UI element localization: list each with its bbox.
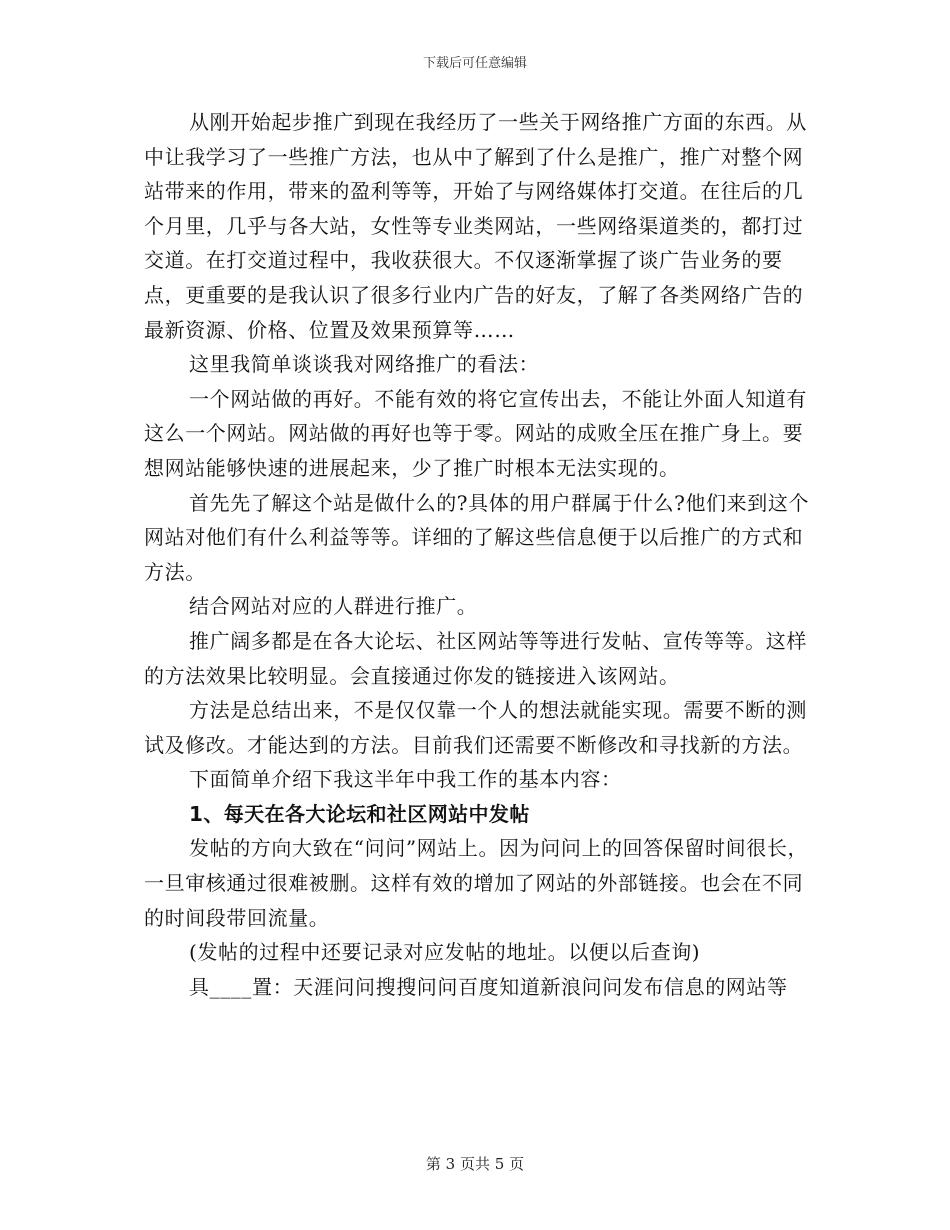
paragraph-wenwen-posting: 发帖的方向大致在“问问”网站上。因为问问上的回答保留时间很长，一旦审核通过很难被删。这样有效的增加了网站的外部链接。也会在不同的时间段带回流量。 bbox=[144, 836, 809, 930]
page-header-note: 下载后可任意编辑 bbox=[422, 56, 527, 71]
paragraph-view-intro: 这里我简单谈谈我对网络推广的看法： bbox=[189, 352, 540, 377]
section-heading-daily-posting: 1、每天在各大论坛和社区网站中发帖 bbox=[189, 801, 530, 826]
paragraph-site-list: 具____置：天涯问问搜搜问问百度知道新浪问问发布信息的网站等 bbox=[189, 974, 788, 999]
page-number: 第 3 页共 5 页 bbox=[425, 1155, 525, 1173]
paragraph-intro: 从刚开始起步推广到现在我经历了一些关于网络推广方面的东西。从中让我学习了一些推广方法，也从中了解到了什么是推广，推广对整个网站带来的作用，带来的盈利等等，开始了与网络媒体打交道。在往后的几个月里，几乎与各大站，女性等专业类网站，一些网络渠道类的，都打过交道。在打交道过程中，我收获很大。不仅逐渐掌握了谈广告业务的要点，更重要的是我认识了很多行业内广告的好友，了解了各类网络广告的最新资源、价格、位置及效果预算等…… bbox=[144, 110, 807, 342]
paragraph-target-audience: 结合网站对应的人群进行推广。 bbox=[189, 594, 478, 619]
document-body bbox=[144, 105, 819, 1004]
paragraph-website-promotion: 一个网站做的再好。不能有效的将它宣传出去，不能让外面人知道有这么一个网站。网站做的再好也等于零。网站的成败全压在推广身上。要想网站能够快速的进展起来，少了推广时根本无法实现的。 bbox=[144, 386, 807, 480]
paragraph-work-content-intro: 下面简单介绍下我这半年中我工作的基本内容： bbox=[189, 767, 622, 792]
paragraph-understand-site: 首先先了解这个站是做什么的?具体的用户群属于什么?他们来到这个网站对他们有什么利益等等。详细的了解这些信息便于以后推广的方式和方法。 bbox=[144, 490, 810, 584]
paragraph-record-note: (发帖的过程中还要记录对应发帖的地址。以便以后查询) bbox=[189, 940, 701, 965]
paragraph-method-summary: 方法是总结出来，不是仅仅靠一个人的想法就能实现。需要不断的测试及修改。才能达到的方法。目前我们还需要不断修改和寻找新的方法。 bbox=[144, 698, 807, 757]
paragraph-forum-posting: 推广阔多都是在各大论坛、社区网站等等进行发帖、宣传等等。这样的方法效果比较明显。会直接通过你发的链接进入该网站。 bbox=[144, 628, 807, 688]
